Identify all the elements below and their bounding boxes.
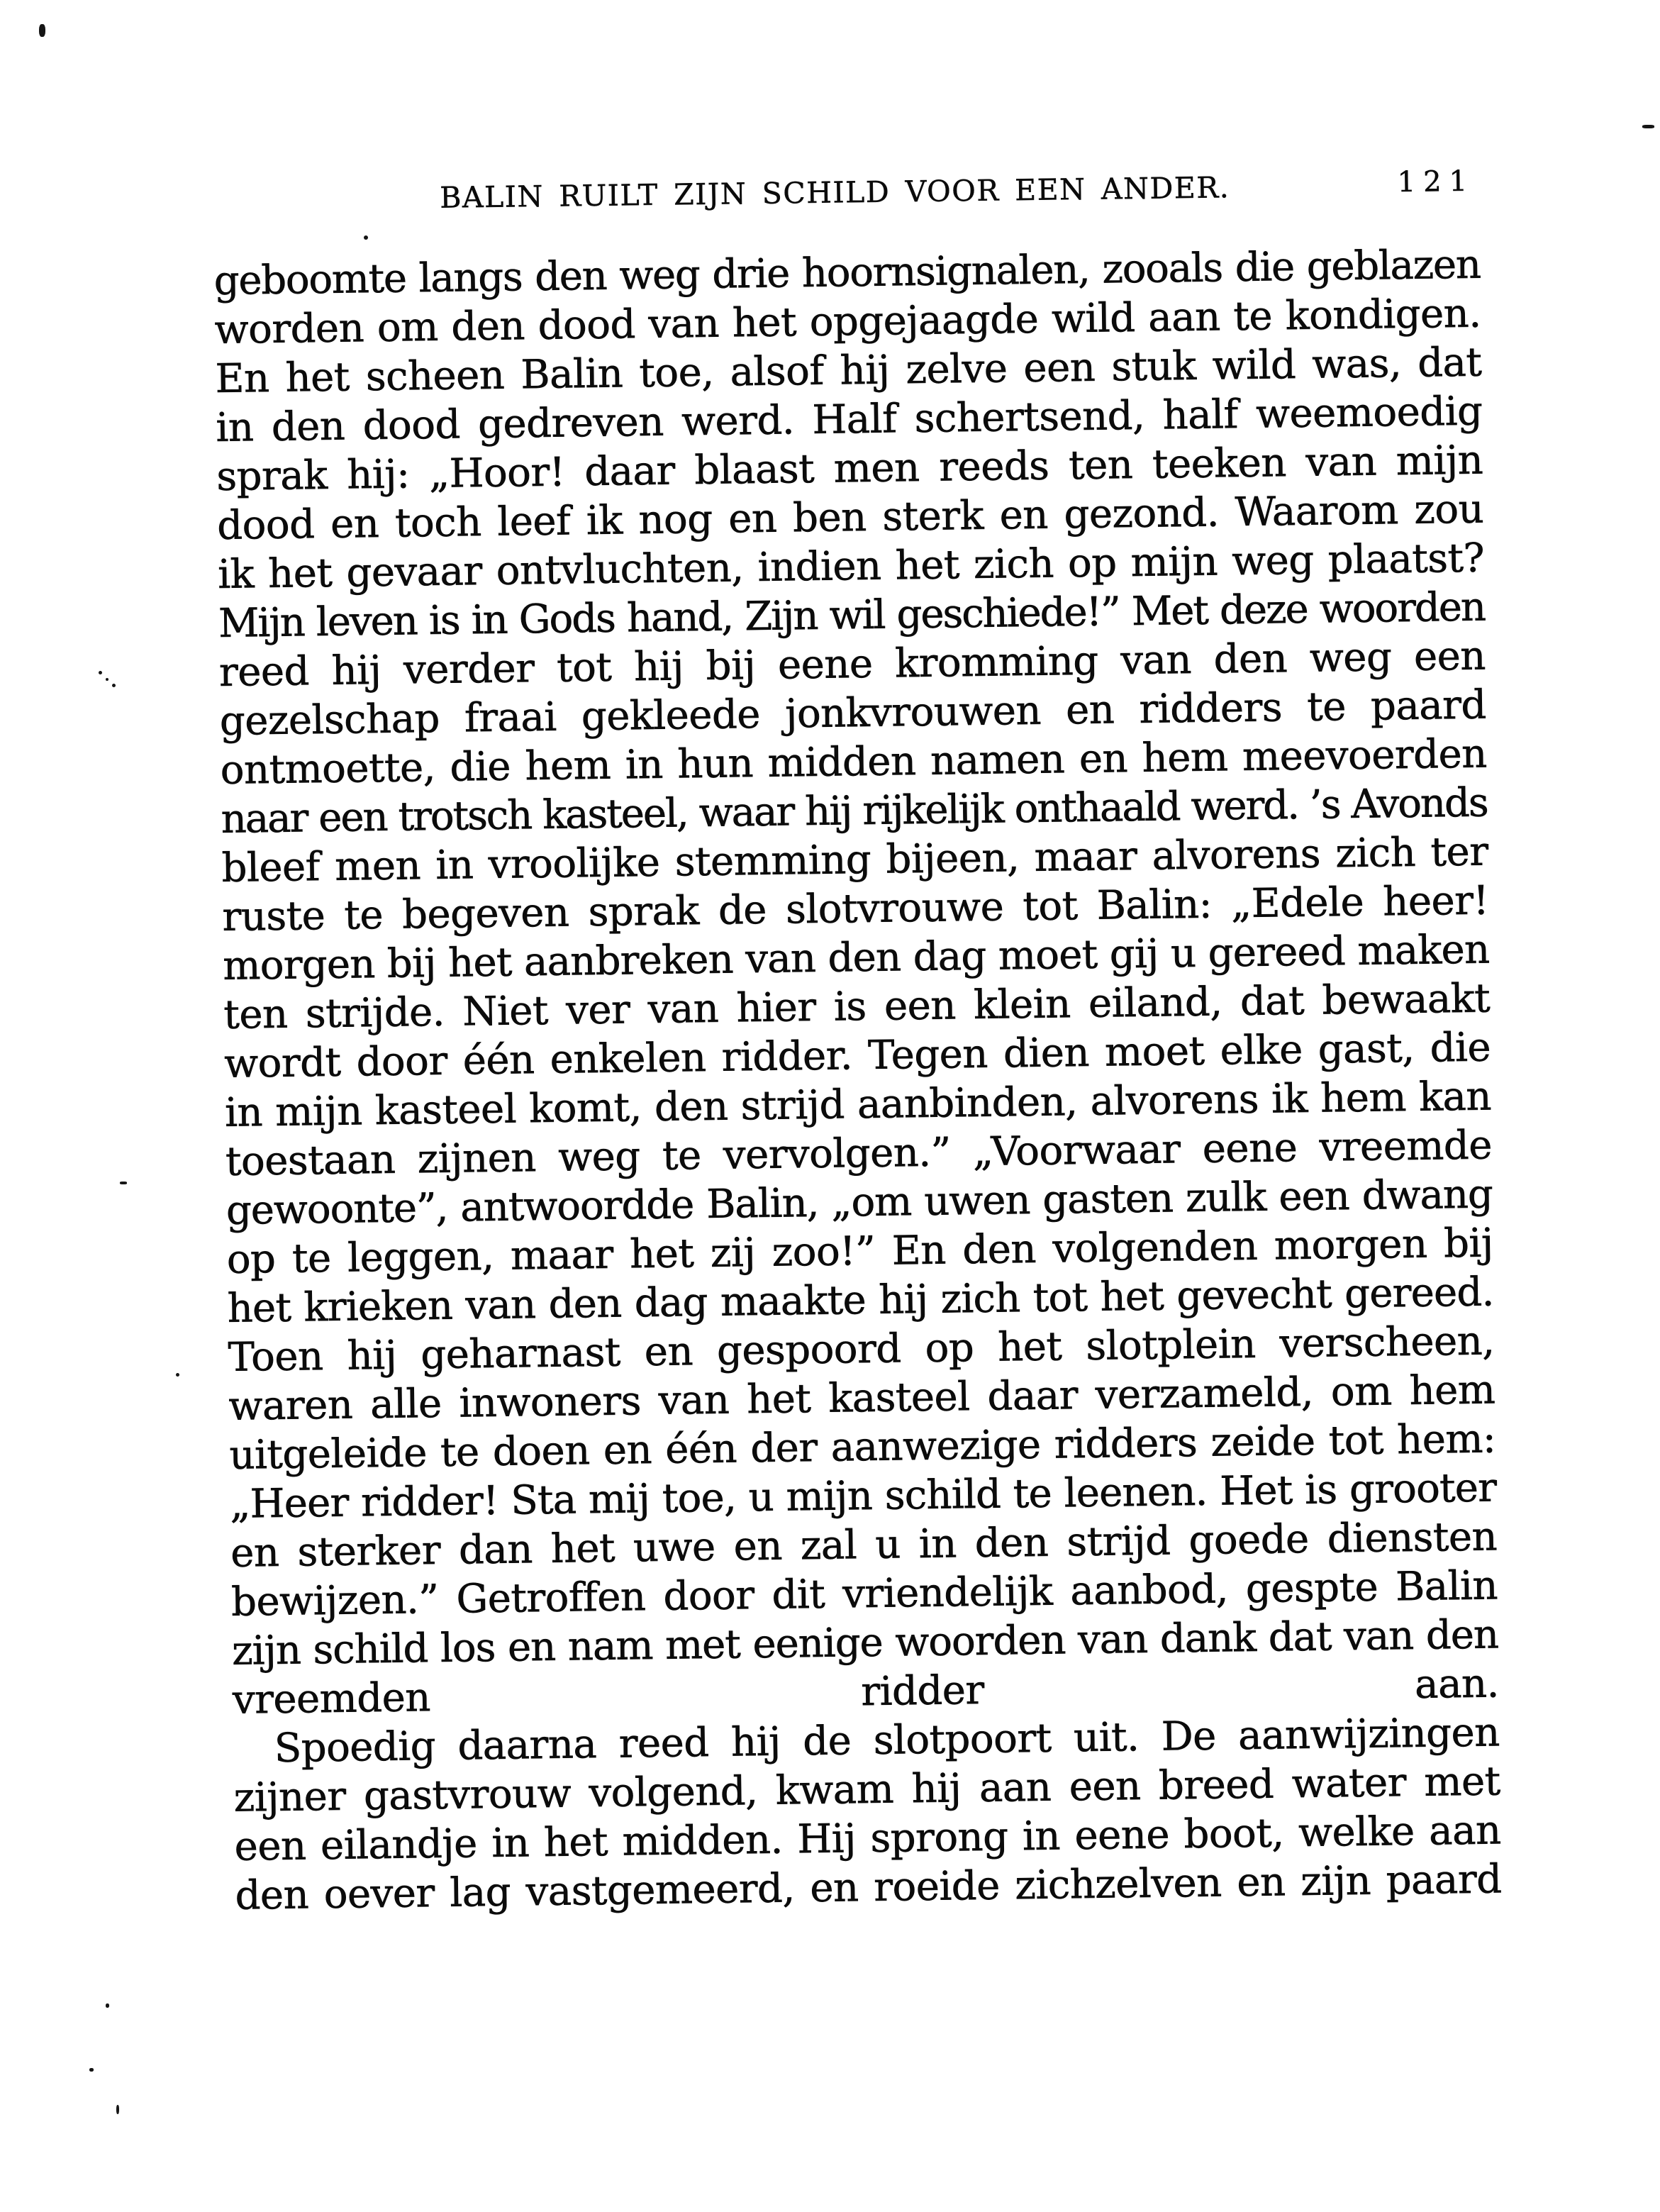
text-line: dood en toch leef ik nog en ben sterk en gezond. Waarom zou	[216, 486, 1484, 549]
text-line: en sterker dan het uwe en zal u in den strijd goede diensten	[230, 1513, 1498, 1577]
scan-text-block	[213, 165, 1502, 1921]
text-line: vreemden ridder aan.	[232, 1660, 1500, 1723]
text-line: een eilandje in het midden. Hij sprong in eene boot, welke aan	[234, 1807, 1501, 1870]
text-line: bewijzen.” Getroffen door dit vriendelijk aanbod, gespte Balin	[230, 1562, 1498, 1625]
text-line: gewoonte”, antwoordde Balin, „om uwen gasten zulk een dwang	[225, 1171, 1493, 1234]
text-line: reed hij verder tot hij bij eene kromming van den weg een	[218, 633, 1486, 696]
text-line: uitgeleide te doen en één der aanwezige ridders zeide tot hem:	[229, 1416, 1496, 1479]
text-line: Spoedig daarna reed hij de slotpoort uit. De aanwijzingen	[274, 1709, 1500, 1772]
paragraph	[213, 240, 1499, 1725]
ink-speck	[106, 678, 108, 681]
text-line: „Heer ridder! Sta mij toe, u mijn schild te leenen. Het is grooter	[229, 1465, 1497, 1528]
text-line: Mijn leven is in Gods hand, Zijn wil geschiede!” Met deze woorden	[218, 584, 1486, 647]
text-line: op te leggen, maar het zij zoo!” En den volgenden morgen bij	[226, 1220, 1494, 1283]
page-text	[213, 240, 1502, 1921]
ink-speck	[99, 671, 102, 674]
page-number: 121	[1397, 165, 1476, 199]
text-line: in den dood gedreven werd. Half schertsend, half weemoedig	[216, 388, 1483, 451]
text-line: worden om den dood van het opgejaagde wild aan te kondigen.	[214, 290, 1481, 353]
page-header	[213, 165, 1479, 215]
text-line: zijner gastvrouw volgend, kwam hij aan een breed water met	[233, 1758, 1501, 1821]
text-line: wordt door één enkelen ridder. Tegen dien moet elke gast, die	[223, 1024, 1491, 1087]
ink-speck	[120, 1182, 127, 1184]
ink-speck	[106, 2003, 109, 2008]
text-line: En het scheen Balin toe, alsof hij zelve een stuk wild was, dat	[215, 339, 1482, 402]
text-line: geboomte langs den weg drie hoornsignalen, zooals die geblazen	[213, 241, 1481, 304]
ink-speck	[39, 24, 45, 37]
text-line: naar een trotsch kasteel, waar hij rijkelijk onthaald werd. ’s Avonds	[221, 779, 1488, 843]
text-line: in mijn kasteel komt, den strijd aanbinden, alvorens ik hem kan	[224, 1073, 1492, 1136]
ink-speck	[364, 235, 368, 240]
text-line: het krieken van den dag maakte hij zich tot het gevecht gereed.	[227, 1269, 1495, 1332]
ink-speck	[116, 2105, 119, 2114]
text-line: zijn schild los en nam met eenige woorden van dank dat van den	[231, 1611, 1499, 1674]
text-line: morgen bij het aanbreken van den dag moet gij u gereed maken	[223, 926, 1490, 989]
ink-speck	[112, 684, 116, 687]
text-line: gezelschap fraai gekleede jonkvrouwen en ridders te paard	[219, 682, 1487, 745]
ink-speck	[1642, 125, 1654, 128]
paragraph	[233, 1708, 1501, 1920]
text-line: ten strijde. Niet ver van hier is een klein eiland, dat bewaakt	[223, 975, 1491, 1038]
text-line: Toen hij geharnast en gespoord op het slotplein verscheen,	[228, 1318, 1495, 1381]
text-line: ruste te begeven sprak de slotvrouwe tot Balin: „Edele heer!	[222, 877, 1489, 940]
running-header-title: BALIN RUILT ZIJN SCHILD VOOR EEN ANDER.	[439, 170, 1230, 215]
text-line: ik het gevaar ontvluchten, indien het zich op mijn weg plaatst?	[217, 535, 1485, 598]
text-line: waren alle inwoners van het kasteel daar verzameld, om hem	[228, 1367, 1495, 1430]
ink-speck	[89, 2068, 94, 2072]
text-line: sprak hij: „Hoor! daar blaast men reeds ten teeken van mijn	[216, 437, 1483, 500]
ink-speck	[176, 1373, 179, 1377]
text-line: bleef men in vroolijke stemming bijeen, maar alvorens zich ter	[221, 828, 1488, 891]
text-line: den oever lag vastgemeerd, en roeide zichzelven en zijn paard	[235, 1856, 1502, 1919]
text-line: toestaan zijnen weg te vervolgen.” „Voorwaar eene vreemde	[225, 1122, 1493, 1185]
text-line: ontmoette, die hem in hun midden namen en hem meevoerden	[220, 730, 1488, 794]
